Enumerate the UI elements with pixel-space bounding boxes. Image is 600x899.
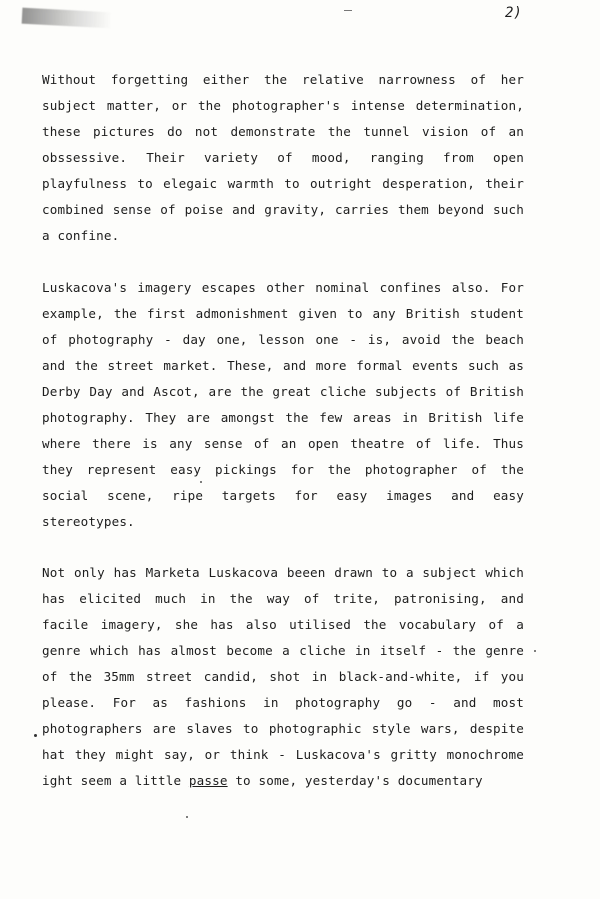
scan-smudge [22,8,113,29]
text-line: ight seem a little passe to some, yesterday's documentary [42,773,483,788]
text-line: hat they might say, or think - Luskacova's gritty monochrome [42,747,524,762]
text-line: photographers are slaves to photographic style wars, despite [42,721,524,736]
page-number: 2) [505,5,522,21]
text-line: social scene, ripe targets for easy images and easy [42,488,524,503]
text-line: has elicited much in the way of trite, patronising, and [42,591,524,606]
text-line: facile imagery, she has also utilised the vocabulary of a [42,617,524,632]
text-line: of the 35mm street candid, shot in black-and-white, if you [42,669,524,684]
paragraph-1 [42,67,524,249]
text-line: please. For as fashions in photography go - and most [42,695,524,710]
text-line: they represent easy pickings for the photographer of the [42,462,524,477]
text-line: photography. They are amongst the few areas in British life [42,410,524,425]
text-line: where there is any sense of an open theatre of life. Thus [42,436,524,451]
text-line: combined sense of poise and gravity, carries them beyond such [42,202,524,217]
underlined-word: passe [188,773,228,788]
text-line: playfulness to elegaic warmth to outright desperation, their [42,176,524,191]
scan-mark [344,10,352,11]
text-line: subject matter, or the photographer's intense determination, [42,98,524,113]
text-line: stereotypes. [42,514,135,529]
text-line: Derby Day and Ascot, are the great cliche subjects of British [42,384,524,399]
scan-speck [534,650,536,652]
text-line: obssessive. Their variety of mood, ranging from open [42,150,524,165]
paragraph-2 [42,275,524,535]
text-line: Not only has Marketa Luskacova beeen drawn to a subject which [42,565,524,580]
text-line: of photography - day one, lesson one - is, avoid the beach [42,332,524,347]
text-line: and the street market. These, and more formal events such as [42,358,524,373]
paragraph-3 [42,560,524,794]
text-line: Without forgetting either the relative narrowness of her [42,72,524,87]
text-line: example, the first admonishment given to any British student [42,306,524,321]
text-line: Luskacova's imagery escapes other nominal confines also. For [42,280,524,295]
text-line: a confine. [42,228,120,243]
scan-speck [186,816,188,818]
text-line: these pictures do not demonstrate the tunnel vision of an [42,124,524,139]
text-line: genre which has almost become a cliche in itself - the genre [42,643,524,658]
scan-speck [200,481,202,483]
margin-dot [34,734,37,737]
